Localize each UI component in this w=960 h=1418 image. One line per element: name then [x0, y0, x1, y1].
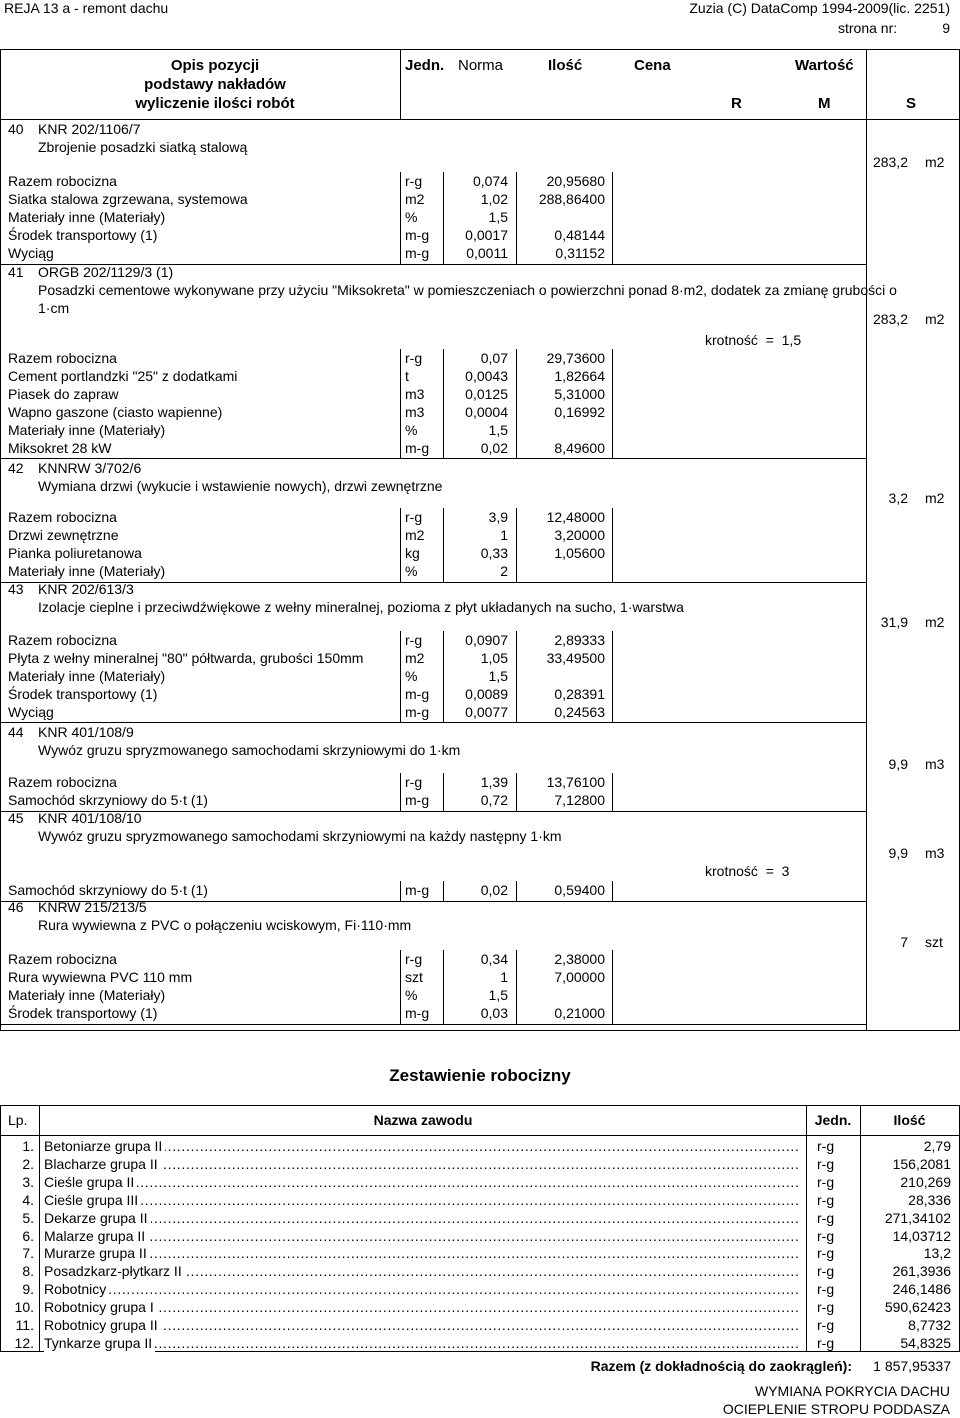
resource-unit: m2 — [405, 190, 425, 207]
resource-name: Samochód skrzyniowy do 5·t (1) — [8, 882, 208, 898]
resource-name: Samochód skrzyniowy do 5·t (1) — [8, 791, 208, 808]
resource-unit: r-g — [405, 951, 423, 967]
resource-name: Materiały inne (Materiały) — [8, 562, 166, 579]
summary-row-lp: 7. — [22, 1245, 34, 1262]
summary-row-unit: r-g — [817, 1281, 835, 1298]
resource-quantity: 29,73600 — [546, 350, 605, 366]
resource-norm: 0,0043 — [465, 367, 508, 384]
resource-unit: r-g — [405, 509, 423, 525]
position-description: Wymiana drzwi (wykucie i wstawienie nowych), drzwi zewnętrzne — [38, 478, 443, 494]
summary-lp-divider — [39, 1105, 40, 1351]
row-column-divider — [612, 349, 613, 458]
resource-unit: m-g — [405, 791, 430, 808]
resource-name: Razem robocizna — [8, 951, 117, 967]
col-header-desc-3: wyliczenie ilości robót — [135, 95, 295, 112]
row-column-divider — [612, 631, 613, 722]
summary-row-qty: 8,7732 — [908, 1317, 951, 1333]
summary-row-qty: 271,34102 — [884, 1209, 951, 1226]
resource-quantity: 1,82664 — [554, 367, 605, 384]
page-number: 9 — [942, 20, 950, 36]
position-quantity: 31,9 — [880, 614, 908, 630]
resource-norm: 1 — [500, 526, 508, 543]
resource-name: Razem robocizna — [8, 632, 117, 648]
resource-norm: 0,72 — [480, 791, 508, 808]
row-column-divider — [516, 349, 517, 458]
resource-norm: 0,07 — [480, 350, 508, 366]
resource-name: Środek transportowy (1) — [8, 1004, 158, 1021]
resource-unit: % — [405, 208, 418, 225]
resource-name: Miksokret 28 kW — [8, 439, 112, 456]
resource-norm: 0,074 — [472, 173, 508, 189]
position-code: KNR 401/108/10 — [38, 810, 142, 826]
row-column-divider — [443, 881, 444, 901]
resource-unit: m2 — [405, 526, 425, 543]
resource-norm: 1,02 — [480, 190, 508, 207]
software-license: Zuzia (C) DataComp 1994-2009(lic. 2251) — [689, 0, 950, 16]
leader-dots — [44, 1299, 800, 1316]
resource-unit: t — [405, 367, 409, 384]
row-column-divider — [400, 881, 401, 901]
row-column-divider — [516, 950, 517, 1024]
header-bottom-border — [0, 119, 960, 120]
summary-row-unit: r-g — [817, 1299, 835, 1316]
resource-norm: 0,0017 — [465, 226, 508, 243]
resource-name: Rura wywiewna PVC 110 mm — [8, 968, 193, 985]
position-unit: m3 — [925, 756, 945, 772]
col-header-norm: Norma — [458, 57, 504, 74]
header-divider — [400, 49, 401, 119]
resource-name: Materiały inne (Materiały) — [8, 986, 166, 1003]
resource-name: Razem robocizna — [8, 509, 117, 525]
footer-line-2: OCIEPLENIE STROPU PODDASZA — [722, 1401, 950, 1417]
col-header-r: R — [731, 95, 742, 112]
row-column-divider — [516, 172, 517, 264]
resource-name: Drzwi zewnętrzne — [8, 526, 119, 543]
leader-dots — [44, 1335, 800, 1352]
summary-row-lp: 8. — [22, 1263, 34, 1280]
resource-quantity: 7,12800 — [554, 791, 605, 808]
resource-norm: 0,03 — [480, 1004, 508, 1021]
resource-name: Razem robocizna — [8, 350, 117, 366]
col-header-price: Cena — [634, 57, 671, 74]
position-code: ORGB 202/1129/3 (1) — [38, 264, 174, 280]
position-number: 40 — [8, 121, 24, 137]
resource-quantity: 288,86400 — [538, 190, 605, 207]
resource-unit: m3 — [405, 403, 425, 420]
resource-unit: m-g — [405, 685, 430, 702]
position-unit: m2 — [925, 311, 945, 327]
resource-name: Razem robocizna — [8, 173, 117, 189]
resource-unit: % — [405, 986, 418, 1003]
row-column-divider — [612, 773, 613, 811]
summary-top-border — [0, 1105, 960, 1106]
row-column-divider — [516, 508, 517, 582]
resource-norm: 0,02 — [480, 882, 508, 898]
summary-row-qty: 28,336 — [908, 1191, 951, 1208]
row-column-divider — [400, 172, 401, 264]
resource-name: Środek transportowy (1) — [8, 226, 158, 243]
row-column-divider — [400, 773, 401, 811]
position-separator — [0, 722, 866, 723]
position-number: 46 — [8, 899, 24, 915]
position-description: Posadzki cementowe wykonywane przy użyciu "Miksokreta" w pomieszczeniach o powierzchni ponad 8·m2, dodatek za zmianę grubości o — [38, 282, 897, 298]
summary-row-lp: 1. — [22, 1138, 34, 1154]
summary-row-name: Robotnicy — [44, 1281, 109, 1298]
resource-unit: m-g — [405, 882, 430, 898]
summary-row-name: Betoniarze grupa II — [44, 1138, 165, 1155]
summary-row-name: Tynkarze grupa II — [44, 1335, 155, 1352]
resource-quantity: 20,95680 — [546, 173, 605, 189]
resource-norm: 0,0011 — [466, 244, 508, 261]
col-header-m: M — [818, 95, 831, 112]
resource-quantity: 0,31152 — [555, 244, 605, 261]
resource-unit: r-g — [405, 350, 423, 366]
position-number: 42 — [8, 460, 24, 476]
row-column-divider — [612, 950, 613, 1024]
row-column-divider — [612, 508, 613, 582]
resource-norm: 3,9 — [488, 509, 508, 525]
multiplier-label: krotność = 3 — [705, 863, 790, 879]
position-quantity: 3,2 — [888, 490, 908, 506]
resource-quantity: 0,28391 — [554, 685, 605, 702]
resource-name: Wyciąg — [8, 244, 54, 261]
summary-row-name: Malarze grupa II — [44, 1228, 148, 1245]
summary-row-name: Cieśle grupa II — [44, 1174, 137, 1191]
position-quantity: 283,2 — [872, 154, 908, 170]
summary-row-lp: 2. — [22, 1155, 34, 1172]
resource-quantity: 0,21000 — [554, 1004, 605, 1021]
resource-unit: m-g — [405, 439, 430, 456]
value-column-divider — [866, 49, 867, 1031]
leader-dots — [44, 1192, 800, 1209]
resource-norm: 0,0089 — [465, 685, 508, 702]
summary-col-name: Nazwa zawodu — [373, 1112, 473, 1128]
resource-unit: kg — [405, 544, 420, 561]
leader-dots — [44, 1245, 800, 1262]
resource-quantity: 0,48144 — [554, 226, 605, 243]
summary-row-name: Posadzkarz-płytkarz II — [44, 1263, 185, 1280]
summary-row-name: Dekarze grupa II — [44, 1210, 151, 1227]
row-column-divider — [400, 950, 401, 1024]
row-column-divider — [400, 631, 401, 722]
position-description: Izolacje cieplne i przeciwdźwiękowe z wełny mineralnej, pozioma z płyt układanych na sucho, 1·warstwa — [38, 599, 684, 615]
summary-row-lp: 6. — [22, 1227, 34, 1244]
resource-quantity: 2,38000 — [554, 951, 605, 967]
resource-norm: 0,0907 — [465, 632, 508, 648]
position-description: 1·cm — [38, 300, 70, 316]
summary-row-qty: 54,8325 — [900, 1334, 951, 1351]
summary-row-name: Robotnicy grupa II — [44, 1317, 161, 1334]
summary-total-value: 1 857,95337 — [873, 1358, 951, 1374]
resource-quantity: 7,00000 — [554, 968, 605, 985]
summary-unit-divider — [806, 1105, 807, 1351]
resource-name: Cement portlandzki "25" z dodatkami — [8, 367, 238, 384]
summary-row-lp: 12. — [14, 1334, 34, 1351]
summary-row-lp: 4. — [22, 1191, 34, 1208]
resource-name: Piasek do zapraw — [8, 385, 119, 402]
summary-row-unit: r-g — [817, 1317, 835, 1333]
resource-norm: 0,02 — [480, 439, 508, 456]
resource-name: Materiały inne (Materiały) — [8, 421, 166, 438]
resource-norm: 1,39 — [480, 774, 508, 790]
row-column-divider — [516, 631, 517, 722]
resource-unit: % — [405, 421, 418, 438]
position-description: Wywóz gruzu spryzmowanego samochodami skrzyniowymi na każdy następny 1·km — [38, 828, 562, 844]
summary-row-lp: 9. — [22, 1281, 34, 1298]
summary-header-border — [0, 1135, 960, 1136]
resource-name: Materiały inne (Materiały) — [8, 667, 166, 684]
summary-row-unit: r-g — [817, 1191, 835, 1208]
position-code: KNR 202/613/3 — [38, 581, 134, 597]
position-code: KNR 401/108/9 — [38, 724, 134, 740]
row-column-divider — [443, 172, 444, 264]
resource-name: Płyta z wełny mineralnej "80" półtwarda, grubości 150mm — [8, 649, 364, 666]
leader-dots — [44, 1228, 800, 1245]
position-unit: m2 — [925, 154, 945, 170]
resource-quantity: 13,76100 — [546, 774, 605, 790]
position-separator — [0, 1024, 866, 1025]
resource-norm: 1,5 — [488, 986, 508, 1003]
position-description: Zbrojenie posadzki siatką stalową — [38, 139, 248, 155]
position-code: KNRW 215/213/5 — [38, 899, 147, 915]
summary-row-lp: 11. — [15, 1317, 34, 1333]
position-code: KNR 202/1106/7 — [38, 121, 141, 137]
resource-quantity: 0,59400 — [554, 882, 605, 898]
resource-name: Siatka stalowa zgrzewana, systemowa — [8, 190, 248, 207]
summary-row-unit: r-g — [817, 1263, 835, 1280]
position-unit: m2 — [925, 614, 945, 630]
position-unit: m2 — [925, 490, 945, 506]
resource-norm: 0,0077 — [465, 703, 508, 720]
position-quantity: 9,9 — [888, 845, 908, 861]
resource-unit: r-g — [405, 774, 423, 790]
resource-norm: 0,0125 — [465, 385, 508, 402]
resource-name: Pianka poliuretanowa — [8, 544, 142, 561]
summary-col-qty: Ilość — [893, 1112, 926, 1128]
position-separator — [0, 458, 866, 459]
summary-row-unit: r-g — [817, 1245, 835, 1262]
resource-name: Wyciąg — [8, 703, 54, 720]
resource-quantity: 2,89333 — [554, 632, 605, 648]
leader-dots — [44, 1210, 800, 1227]
col-header-s: S — [906, 95, 917, 112]
summary-row-name: Robotnicy grupa I — [44, 1299, 157, 1316]
resource-norm: 0,34 — [480, 951, 508, 967]
resource-quantity: 12,48000 — [546, 509, 605, 525]
resource-norm: 1,5 — [488, 421, 508, 438]
resource-unit: m-g — [405, 226, 430, 243]
row-column-divider — [400, 508, 401, 582]
resource-unit: m-g — [405, 1004, 430, 1021]
resource-unit: szt — [405, 968, 423, 985]
position-number: 44 — [8, 724, 24, 740]
resource-name: Wapno gaszone (ciasto wapienne) — [8, 403, 223, 420]
summary-row-qty: 246,1486 — [892, 1281, 951, 1298]
resource-unit: r-g — [405, 632, 423, 648]
table-bottom-border — [0, 1030, 960, 1031]
table-top-border — [0, 49, 960, 50]
resource-norm: 2 — [500, 562, 508, 579]
col-header-value: Wartość — [795, 57, 854, 74]
resource-quantity: 33,49500 — [546, 649, 605, 666]
resource-name: Razem robocizna — [8, 774, 117, 790]
resource-name: Środek transportowy (1) — [8, 685, 158, 702]
row-column-divider — [516, 881, 517, 901]
resource-unit: m-g — [405, 703, 430, 720]
row-column-divider — [443, 950, 444, 1024]
col-header-unit: Jedn. — [405, 57, 445, 74]
resource-norm: 1 — [500, 968, 508, 985]
position-unit: szt — [925, 934, 943, 950]
summary-total-label: Razem (z dokładnością do zaokrągleń): — [590, 1358, 852, 1374]
row-column-divider — [516, 773, 517, 811]
position-code: KNNRW 3/702/6 — [38, 460, 142, 476]
summary-row-qty: 2,79 — [923, 1138, 951, 1154]
position-quantity: 283,2 — [872, 311, 908, 327]
summary-row-unit: r-g — [817, 1138, 835, 1154]
row-column-divider — [612, 172, 613, 264]
col-header-qty: Ilość — [548, 57, 583, 74]
position-description: Rura wywiewna z PVC o połączeniu wciskowym, Fi·110·mm — [38, 917, 412, 933]
resource-unit: m3 — [405, 385, 425, 402]
summary-row-unit: r-g — [817, 1155, 835, 1172]
summary-row-name: Murarze grupa II — [44, 1245, 150, 1262]
resource-unit: % — [405, 667, 418, 684]
row-column-divider — [443, 508, 444, 582]
summary-row-qty: 590,62423 — [884, 1299, 951, 1316]
col-header-desc-1: Opis pozycji — [170, 57, 260, 74]
summary-row-qty: 13,2 — [923, 1245, 951, 1262]
summary-row-unit: r-g — [817, 1173, 835, 1190]
position-number: 45 — [8, 810, 24, 826]
col-header-desc-2: podstawy nakładów — [144, 76, 286, 93]
summary-qty-divider — [860, 1105, 861, 1351]
summary-row-qty: 14,03712 — [892, 1227, 951, 1244]
resource-quantity: 0,16992 — [554, 403, 605, 420]
row-column-divider — [443, 773, 444, 811]
resource-norm: 1,5 — [488, 667, 508, 684]
table-left-border — [0, 49, 1, 1031]
resource-quantity: 1,05600 — [554, 544, 605, 561]
summary-row-unit: r-g — [817, 1209, 835, 1226]
resource-norm: 0,0004 — [465, 403, 508, 420]
resource-quantity: 5,31000 — [554, 385, 605, 402]
multiplier-label: krotność = 1,5 — [705, 332, 802, 348]
row-column-divider — [443, 349, 444, 458]
position-number: 41 — [8, 264, 24, 280]
resource-quantity: 0,24563 — [554, 703, 605, 720]
resource-norm: 1,5 — [488, 208, 508, 225]
summary-row-name: Blacharze grupa II — [44, 1156, 161, 1173]
position-number: 43 — [8, 581, 24, 597]
document-title: REJA 13 a - remont dachu — [4, 0, 169, 16]
resource-quantity: 3,20000 — [554, 526, 605, 543]
resource-unit: % — [405, 562, 418, 579]
resource-name: Materiały inne (Materiały) — [8, 208, 166, 225]
row-column-divider — [400, 349, 401, 458]
summary-row-unit: r-g — [817, 1227, 835, 1244]
position-quantity: 9,9 — [888, 756, 908, 772]
position-unit: m3 — [925, 845, 945, 861]
summary-row-qty: 261,3936 — [892, 1263, 951, 1280]
resource-norm: 1,05 — [480, 649, 508, 666]
summary-row-name: Cieśle grupa III — [44, 1192, 141, 1209]
resource-unit: m2 — [405, 649, 425, 666]
page-number-label: strona nr: — [838, 20, 898, 36]
summary-col-unit: Jedn. — [814, 1112, 852, 1128]
summary-row-lp: 3. — [22, 1173, 34, 1190]
summary-row-unit: r-g — [817, 1334, 835, 1351]
leader-dots — [44, 1174, 800, 1191]
summary-row-qty: 210,269 — [900, 1173, 951, 1190]
resource-quantity: 8,49600 — [554, 439, 605, 456]
summary-row-lp: 5. — [22, 1209, 34, 1226]
resource-norm: 0,33 — [480, 544, 508, 561]
position-quantity: 7 — [900, 934, 908, 950]
row-column-divider — [443, 631, 444, 722]
summary-row-lp: 10. — [14, 1299, 34, 1316]
summary-title: Zestawienie robocizny — [389, 1066, 571, 1085]
resource-unit: m-g — [405, 244, 430, 261]
leader-dots — [44, 1281, 800, 1298]
position-description: Wywóz gruzu spryzmowanego samochodami skrzyniowymi do 1·km — [38, 742, 461, 758]
footer-line-1: WYMIANA POKRYCIA DACHU — [754, 1383, 950, 1399]
row-column-divider — [612, 881, 613, 901]
summary-col-lp: Lp. — [8, 1112, 28, 1128]
resource-unit: r-g — [405, 173, 423, 189]
summary-row-qty: 156,2081 — [892, 1155, 951, 1172]
